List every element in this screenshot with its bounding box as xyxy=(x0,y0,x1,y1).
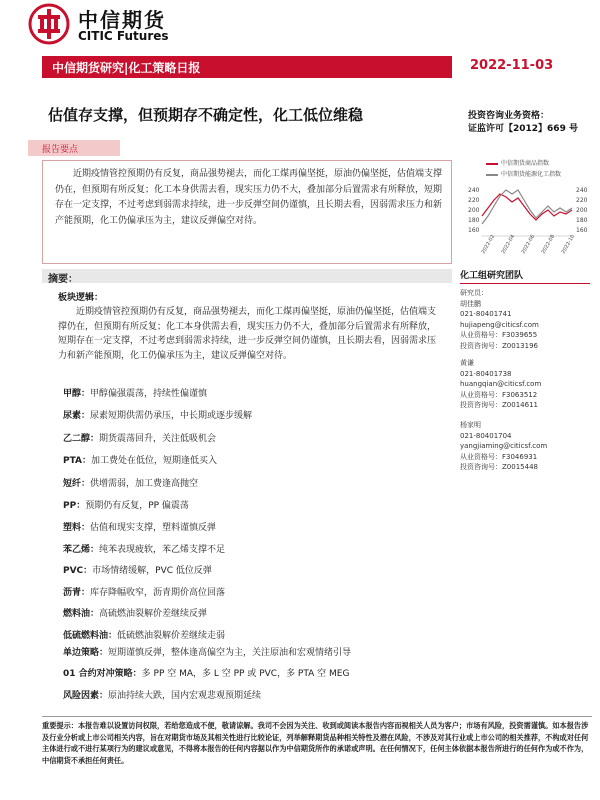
analyst-phone: 021-80401704 xyxy=(460,431,512,440)
report-date: 2022-11-03 xyxy=(470,58,554,73)
product-view: 加工费处在低位，短期逢低买入 xyxy=(91,456,218,466)
product-item xyxy=(63,628,225,641)
y-tick-right: 220 xyxy=(576,197,588,204)
product-label: 燃料油： xyxy=(63,609,100,619)
product-view: 高硫燃油裂解价差继续反弹 xyxy=(99,609,208,619)
series-commodity-line xyxy=(482,194,572,220)
y-tick-right: 240 xyxy=(576,187,588,194)
product-label: 塑料： xyxy=(63,523,91,533)
y-tick-left: 200 xyxy=(468,207,480,214)
qualification-title: 投资咨询业务资格： xyxy=(468,111,550,121)
index-chart xyxy=(466,150,590,256)
product-view: 低硫燃油裂解价差继续走弱 xyxy=(117,631,226,641)
y-tick-left: 220 xyxy=(468,197,480,204)
y-tick-right: 200 xyxy=(576,207,588,214)
y-tick-left: 160 xyxy=(468,227,480,234)
x-tick: 2022-08 xyxy=(540,233,557,255)
product-view: 供增需弱，加工费逢高抛空 xyxy=(90,479,199,489)
product-item xyxy=(63,585,225,598)
analyst-role: 研究员： xyxy=(460,289,488,297)
analyst-phone: 021-80401741 xyxy=(460,310,512,318)
sector-logic-text: 近期疫情管控预期仍有反复，商品强势褪去，而化工煤再偏坚挺，原油仍偏坚挺，估值端支撑仍在，但预期有所反复；化工本身供需去看，现实压力仍不大，叠加部分后置需求有所释放，短期存在一定支撑，不过考虑到弱需求持续，进一步反弹空间仍谨慎，且长期去看，因弱需求压力和新产能预期，化工仍偏承压为主，建议反弹偏空对待。 xyxy=(58,307,437,361)
product-view: 期货震荡回升，关注低吸机会 xyxy=(99,434,217,444)
qualification-license: 证监许可【2012】669 号 xyxy=(468,124,578,134)
risk-view: 原油持续大跌，国内宏观悲观预期延续 xyxy=(108,691,262,701)
product-view: 尿素短期供需仍承压，中长期或逐步缓解 xyxy=(90,411,253,421)
analyst-email[interactable]: hujiapeng@citicsf.com xyxy=(460,320,539,329)
strategy-view: 短期谨慎反弹，整体逢高偏空为主，关注原油和宏观情绪引导 xyxy=(108,648,352,658)
strategy-item xyxy=(63,666,349,679)
product-view: 市场情绪缓解，PVC 低位反弹 xyxy=(92,566,212,576)
banner-text: 中信期货研究|化工策略日报 xyxy=(52,61,201,75)
analyst-email[interactable]: huangqian@citicsf.com xyxy=(460,380,542,388)
y-tick-right: 160 xyxy=(576,227,588,234)
product-item xyxy=(63,408,252,421)
summary-box xyxy=(42,160,452,264)
strategy-label: 单边策略： xyxy=(63,648,109,658)
product-item xyxy=(63,453,217,466)
product-view: 库存降幅收窄，沥青期价高位回落 xyxy=(90,588,226,598)
legend-label: 中信期货能源化工指数 xyxy=(501,171,562,178)
product-view: 预期仍有反复，PP 偏震荡 xyxy=(85,501,189,511)
analyst-cert: 投资咨询号：Z0013196 xyxy=(460,341,538,350)
product-item xyxy=(63,542,225,555)
analyst-card xyxy=(460,288,590,351)
analyst-email[interactable]: yangjiaming@citicsf.com xyxy=(460,442,548,450)
product-item xyxy=(63,563,212,576)
y-tick-left: 180 xyxy=(468,217,480,224)
report-banner xyxy=(42,56,452,78)
product-label: 甲醇： xyxy=(63,389,91,399)
summary-tag xyxy=(28,140,120,156)
product-label: 低硫燃料油： xyxy=(63,631,118,641)
analyst-cert: 投资咨询号：Z0015448 xyxy=(460,463,538,471)
product-view: 估值和现实支撑，塑料谨慎反弹 xyxy=(90,523,217,533)
product-label: 苯乙烯： xyxy=(63,545,100,555)
product-item xyxy=(63,476,198,489)
product-item xyxy=(63,431,216,444)
analyst-name: 胡佳鹏 xyxy=(460,299,481,308)
risk-label: 风险因素： xyxy=(63,691,109,701)
sector-logic-title: 板块逻辑： xyxy=(58,293,104,303)
summary-tag-text: 报告要点 xyxy=(42,145,79,155)
product-label: PP： xyxy=(63,501,86,511)
product-label: 尿素： xyxy=(63,411,91,421)
abstract-label: 摘要： xyxy=(48,274,78,285)
product-label: PTA： xyxy=(63,456,92,466)
analyst-cert: 从业资格号：F3039655 xyxy=(460,331,538,339)
product-view: 甲醇偏强震荡，持续性偏谨慎 xyxy=(90,389,208,399)
strategy-item xyxy=(63,645,351,658)
company-logo xyxy=(28,2,198,48)
x-tick: 2022-10 xyxy=(560,233,577,255)
abstract-header xyxy=(42,269,452,283)
y-tick-left: 240 xyxy=(468,187,480,194)
chart-plot xyxy=(466,150,590,256)
analyst-cert: 投资咨询号：Z0014611 xyxy=(460,401,538,409)
team-title: 化工组研究团队 xyxy=(460,271,524,281)
analyst-name: 黄谦 xyxy=(460,359,474,367)
disclaimer-divider xyxy=(42,716,592,717)
strategy-label: 01 合约对冲策略： xyxy=(63,669,142,679)
logo-en-text: CITIC Futures xyxy=(78,29,169,43)
analyst-cert: 从业资格号：F3063512 xyxy=(460,390,538,399)
series-energy-chem-line xyxy=(482,190,572,224)
analyst-name: 杨家明 xyxy=(460,421,481,429)
summary-text: 近期疫情管控预期仍有反复，商品强势褪去，而化工煤再偏坚挺，原油仍偏坚挺，估值端支撑仍在，但预期有所反复；化工本身供需去看，现实压力仍不大，叠加部分后置需求有所释放，短期存在一定支撑，不过考虑到弱需求持续，进一步反弹空间仍谨慎，且长期去看，因弱需求压力和新产能预期，化工仍偏承压为主，建议反弹偏空对待。 xyxy=(55,169,443,226)
y-tick-right: 180 xyxy=(576,217,588,224)
legend-label: 中信期货商品指数 xyxy=(501,160,550,167)
product-label: 沥青： xyxy=(63,588,91,598)
product-item xyxy=(63,520,216,533)
analyst-card xyxy=(460,358,590,411)
x-tick: 2022-04 xyxy=(500,233,517,255)
product-item xyxy=(63,606,207,619)
disclaimer-text: 重要提示：本报告难以设置访问权限，若给您造成不便，敬请谅解。我司不会因为关注、收到或阅读本报告内容而视相关人员为客户；市场有风险，投资需谨慎。如本报告涉及行业分析或上市公司相关内容，旨在对期货市场及其相关性进行比较论证，列举解释期货品种相关特性及潜在风险，不涉及对其行业或上市公司的相关推荐，不构成对任何主体进行或不进行某项行为的建议或意见，不得将本报告的任何内容据以作为中信期货所作的承诺或声明。在任何情况下，任何主体依据本报告所进行的任何作为或不作为，中信期货不承担任何责任。 xyxy=(42,721,589,765)
x-tick: 2022-02 xyxy=(480,233,497,255)
product-label: 乙二醇： xyxy=(63,434,100,444)
report-title: 估值存支撑，但预期存不确定性，化工低位维稳 xyxy=(48,106,364,124)
citic-logo-icon xyxy=(28,3,70,45)
product-label: PVC： xyxy=(63,566,93,576)
product-label: 短纤： xyxy=(63,479,91,489)
analyst-card xyxy=(460,420,590,473)
analyst-cert: 从业资格号：F3046931 xyxy=(460,452,538,461)
analyst-phone: 021-80401738 xyxy=(460,369,512,378)
x-tick: 2022-06 xyxy=(520,233,537,255)
product-view: 纯苯表现疲软，苯乙烯支撑不足 xyxy=(99,545,226,555)
product-item xyxy=(63,498,189,511)
product-item xyxy=(63,386,207,399)
logo-cn-text: 中信期货 xyxy=(78,8,166,32)
risk-item xyxy=(63,688,261,701)
team-divider xyxy=(460,283,590,284)
strategy-view: 多 PP 空 MA，多 L 空 PP 或 PVC，多 PTA 空 MEG xyxy=(141,669,350,679)
